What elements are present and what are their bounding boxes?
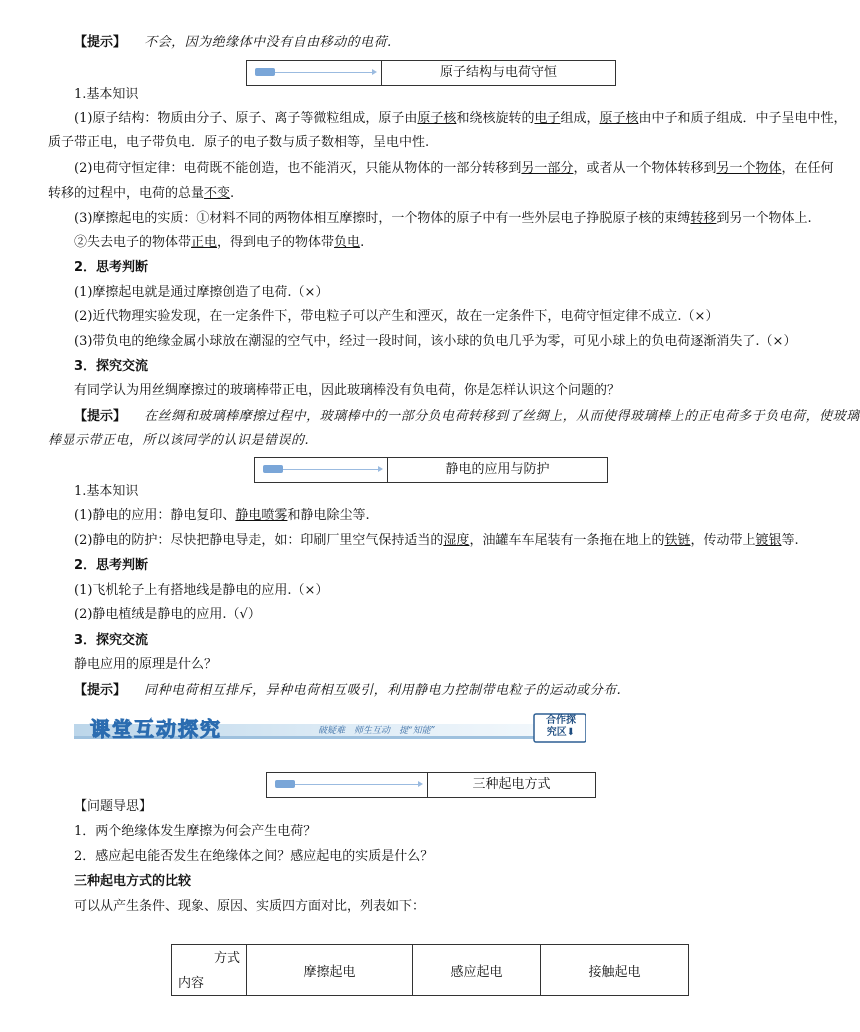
explore-question: 有同学认为用丝绸摩擦过的玻璃棒带正电，因此玻璃棒没有负电荷，你是怎样认识这个问题的？: [74, 383, 621, 398]
judge-item-3: (3)带负电的绝缘金属小球放在潮湿的空气中，经过一段时间，该小球的负电几乎为零，可见小球上的负电荷逐渐消失了.（×）: [74, 334, 797, 349]
guide-heading: 【问题导思】: [74, 799, 153, 814]
guide-question-1: 1．两个绝缘体发生摩擦为何会产生电荷？: [74, 824, 317, 839]
judge-item-2: (2)近代物理实验发现，在一定条件下，带电粒子可以产生和湮灭，故在一定条件下，电荷守恒定律不成立.（×）: [74, 309, 719, 324]
table-header-contact: 接触起电: [541, 945, 689, 996]
paragraph-charge-conservation: (2)电荷守恒定律：电荷既不能创造，也不能消灭，只能从物体的一部分转移到另一部分，或者从一个物体转移到另一个物体，在任何: [74, 161, 834, 176]
static-protection: (2)静电的防护：尽快把静电导走，如：印刷厂里空气保持适当的湿度，油罐车车尾装有一条拖在地上的铁链，传动带上镀银等.: [74, 533, 799, 548]
section-header-static: [254, 457, 608, 483]
section-title: 静电的应用与防护: [445, 462, 550, 477]
banner-title: 课堂互动探究: [90, 717, 222, 741]
down-arrow-icon: ⬇: [566, 727, 576, 738]
table-header-friction: 摩擦起电: [247, 945, 413, 996]
guide-question-2: 2．感应起电能否发生在绝缘体之间？感应起电的实质是什么？: [74, 849, 434, 864]
tip-paragraph-1: [74, 34, 392, 52]
table-corner-cell: 方式 内容: [172, 945, 247, 996]
section-title: 三种起电方式: [472, 777, 551, 792]
tip-text: 不会，因为绝缘体中没有自由移动的电荷.: [144, 35, 392, 50]
explore-heading: 3．探究交流: [74, 359, 149, 374]
judge-heading: 2．思考判断: [74, 558, 149, 573]
paragraph-friction-essence: (3)摩擦起电的实质：①材料不同的两物体相互摩擦时，一个物体的原子中有一些外层电子挣脱原子核的束缚转移到另一个物体上.: [74, 211, 812, 226]
comparison-heading: 三种起电方式的比较: [74, 874, 192, 889]
tip-label: 【提示】: [74, 35, 127, 50]
judge-item-1: (1)摩擦起电就是通过摩擦创造了电荷.（×）: [74, 285, 329, 300]
judge-item-2: (2)静电植绒是静电的应用.（√）: [74, 607, 261, 622]
basic-knowledge-heading: 1.基本知识: [74, 87, 139, 102]
section-tag-icon: [247, 61, 382, 85]
judge-item-1: (1)飞机轮子上有搭地线是静电的应用.（×）: [74, 583, 329, 598]
comparison-table: [171, 944, 689, 996]
tip-paragraph-2-cont: 棒显示带正电，所以该同学的认识是错误的.: [48, 433, 310, 448]
tip-paragraph-3: 【提示】 同种电荷相互排斥，异种电荷相互吸引，利用静电力控制带电粒子的运动或分布.: [74, 683, 622, 698]
table-row: [172, 945, 689, 996]
explore-question: 静电应用的原理是什么？: [74, 657, 218, 672]
section-header-three-methods: [266, 772, 596, 798]
judge-heading: 2．思考判断: [74, 260, 149, 275]
banner-subtitle: 破疑难 师生互动 提“知能”: [318, 726, 436, 736]
tip-paragraph-2: 【提示】 在丝绸和玻璃棒摩擦过程中，玻璃棒中的一部分负电荷转移到了丝绸上，从而使得玻璃棒上的正电荷多于负电荷，使玻璃: [74, 409, 860, 424]
classroom-banner: [74, 712, 586, 744]
basic-knowledge-heading: 1.基本知识: [74, 484, 139, 499]
section-tag-icon: [267, 773, 428, 797]
section-header-atom: [246, 60, 616, 86]
explore-heading: 3．探究交流: [74, 633, 149, 648]
static-application: (1)静电的应用：静电复印、静电喷雾和静电除尘等.: [74, 508, 370, 523]
section-tag-icon: [255, 458, 388, 482]
banner-badge: 合作探 究区⬇: [546, 715, 576, 738]
paragraph-friction-essence-2: ②失去电子的物体带正电，得到电子的物体带负电.: [74, 235, 365, 250]
section-title: 原子结构与电荷守恒: [439, 65, 557, 80]
paragraph-atom-structure-cont: 质子带正电，电子带负电．原子的电子数与质子数相等，呈电中性.: [48, 135, 430, 150]
paragraph-charge-conservation-cont: 转移的过程中，电荷的总量不变.: [48, 186, 235, 201]
table-header-induction: 感应起电: [413, 945, 541, 996]
comparison-description: 可以从产生条件、现象、原因、实质四方面对比，列表如下：: [74, 899, 426, 914]
paragraph-atom-structure: (1)原子结构：物质由分子、原子、离子等微粒组成，原子由原子核和绕核旋转的电子组成，原子核由中子和质子组成．中子呈电中性，: [74, 111, 847, 126]
